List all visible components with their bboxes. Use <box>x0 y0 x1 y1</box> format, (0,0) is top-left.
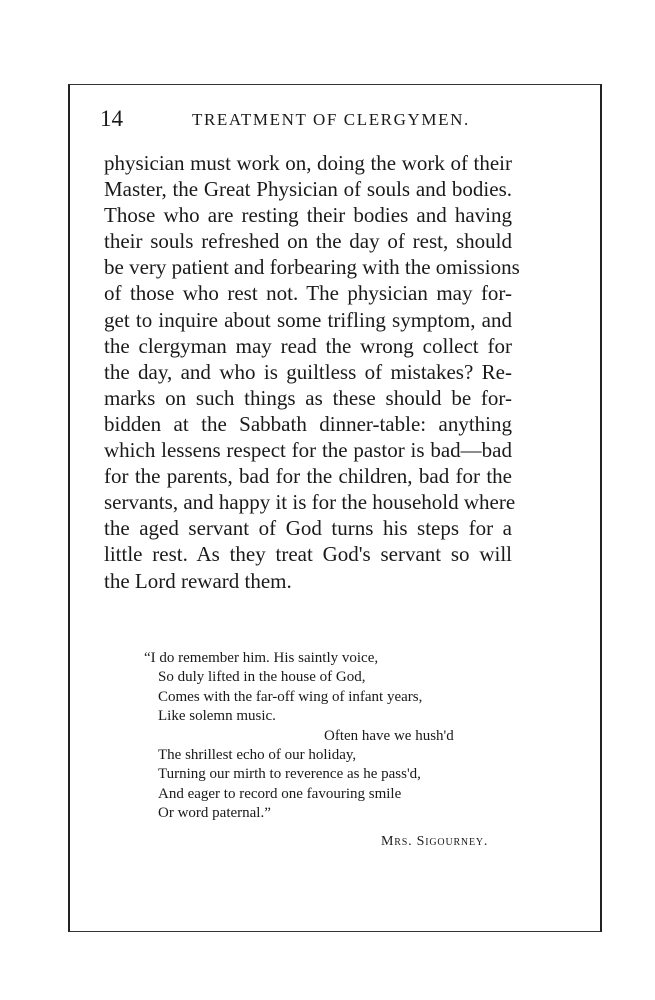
body-line: for the parents, bad for the children, bad for the <box>104 464 512 489</box>
body-line: the clergyman may read the wrong collect for <box>104 333 512 358</box>
body-line: which lessens respect for the pastor is bad—bad <box>104 438 512 463</box>
body-line: their souls refreshed on the day of rest, should <box>104 229 512 254</box>
body-line: Those who are resting their bodies and having <box>104 203 512 228</box>
page-number: 14 <box>100 106 123 131</box>
body-line: marks on such things as these should be for- <box>104 385 512 410</box>
body-line: little rest. As they treat God's servant so will <box>104 542 512 567</box>
body-line: Master, the Great Physician of souls and bodies. <box>104 177 512 202</box>
verse-line: Comes with the far-off wing of infant years, <box>158 688 423 705</box>
body-line: be very patient and forbearing with the omissions <box>104 255 520 280</box>
body-line: the aged servant of God turns his steps for a <box>104 516 512 541</box>
body-line: get to inquire about some trifling symptom, and <box>104 307 512 332</box>
verse-quotation <box>144 649 524 824</box>
verse-line: So duly lifted in the house of God, <box>158 669 366 686</box>
verse-line: The shrillest echo of our holiday, <box>158 746 357 763</box>
verse-line: Turning our mirth to reverence as he pass'd, <box>158 766 421 783</box>
verse-line: Often have we hush'd <box>324 727 454 744</box>
body-line: bidden at the Sabbath dinner-table: anything <box>104 411 512 436</box>
quote-attribution: Mrs. Sigourney. <box>381 834 489 849</box>
verse-line: “I do remember him. His saintly voice, <box>144 650 379 666</box>
running-head <box>100 104 510 134</box>
body-line: of those who rest not. The physician may for- <box>104 281 512 306</box>
body-line: servants, and happy it is for the household where <box>104 490 516 515</box>
body-line: physician must work on, doing the work of their <box>104 151 512 175</box>
running-title: TREATMENT OF CLERGYMEN. <box>192 110 470 129</box>
verse-line: Like solemn music. <box>158 708 276 725</box>
verse-line: And eager to record one favouring smile <box>158 785 402 802</box>
body-line: the day, and who is guiltless of mistakes? Re- <box>104 359 512 384</box>
body-line: the Lord reward them. <box>104 568 292 593</box>
body-paragraph <box>104 150 520 594</box>
verse-line: Or word paternal.” <box>158 805 271 822</box>
